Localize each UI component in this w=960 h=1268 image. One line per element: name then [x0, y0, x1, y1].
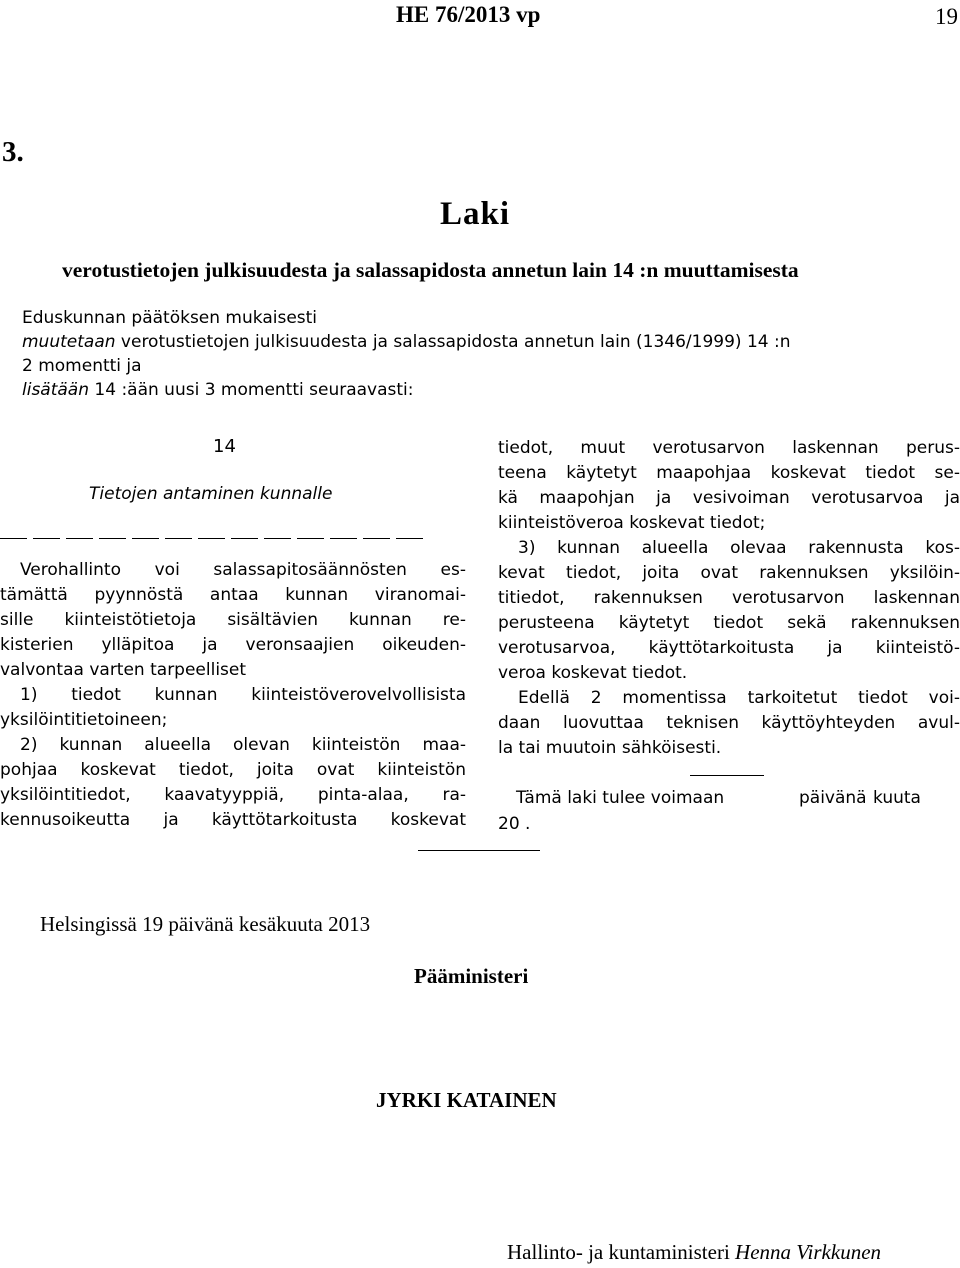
left-column-text — [0, 558, 466, 833]
left-line: kisterien ylläpitoa ja veronsaajien oikeuden- — [0, 635, 466, 655]
right-line: kevat tiedot, joita ovat rakennuksen yksilöin- — [498, 563, 960, 583]
preamble-line-1: Eduskunnan päätöksen mukaisesti — [22, 308, 318, 328]
effective-clause-part: Tämä laki tulee voimaan — [516, 788, 725, 808]
left-line: sille kiinteistötietoja sisältävien kunnan re- — [0, 610, 466, 630]
separator-rule — [690, 775, 764, 776]
right-line: la tai muutoin sähköisesti. — [498, 738, 722, 758]
proposal-section-number: 3. — [2, 136, 24, 168]
right-line: kiinteistöveroa koskevat tiedot; — [498, 513, 766, 533]
minister-title: Hallinto- ja kuntaministeri — [507, 1240, 730, 1264]
left-line: 2) kunnan alueella olevan kiinteistön maa- — [20, 735, 466, 755]
right-line: 3) kunnan alueella olevaa rakennusta kos- — [518, 538, 960, 558]
preamble-verb-add: lisätään — [22, 380, 89, 400]
right-line: Edellä 2 momentissa tarkoitetut tiedot voi- — [518, 688, 960, 708]
document-id: HE 76/2013 vp — [396, 2, 541, 27]
preamble-line-3: 2 momentti ja — [22, 356, 142, 376]
preamble-line-4 — [22, 378, 791, 402]
effective-clause-year: 20 . — [498, 814, 531, 834]
dash-separator — [0, 538, 470, 539]
preamble-verb-amend: muutetaan — [22, 332, 116, 352]
law-heading: Laki — [440, 196, 511, 232]
preamble-line-4-text: 14 :ään uusi 3 momentti seuraavasti: — [89, 380, 414, 400]
left-line: Verohallinto voi salassapitosäännösten es- — [20, 560, 466, 580]
page-number: 19 — [935, 4, 958, 29]
law-subtitle: verotustietojen julkisuudesta ja salassapidosta annetun lain 14 :n muuttamisesta — [62, 258, 799, 282]
effective-clause-part: päivänä — [799, 788, 867, 808]
effective-clause-part: kuuta — [873, 788, 921, 808]
right-line: kä maapohjan ja vesivoiman verotusarvoa ja — [498, 488, 960, 508]
minister-signature — [507, 1240, 881, 1265]
minister-name: Henna Virkkunen — [735, 1240, 882, 1264]
section-number: 14 — [213, 436, 236, 457]
right-line: perusteena käytetyt tiedot sekä rakennuksen — [498, 613, 960, 633]
end-of-law-rule — [418, 850, 540, 851]
right-line: teena käytetyt maapohjaa koskevat tiedot se- — [498, 463, 960, 483]
preamble-line-2 — [22, 330, 791, 354]
left-line: yksilöintitietoineen; — [0, 710, 168, 730]
left-line: 1) tiedot kunnan kiinteistöverovelvollisista — [20, 685, 466, 705]
prime-minister-name: JYRKI KATAINEN — [376, 1088, 557, 1112]
right-line: veroa koskevat tiedot. — [498, 663, 688, 683]
right-line: verotusarvoa, käyttötarkoitusta ja kiinteistö- — [498, 638, 960, 658]
right-line: titiedot, rakennuksen verotusarvon laskennan — [498, 588, 960, 608]
preamble — [22, 306, 791, 402]
left-line: pohjaa koskevat tiedot, joita ovat kiinteistön — [0, 760, 466, 780]
left-line: tämättä pyynnöstä antaa kunnan viranomai- — [0, 585, 466, 605]
section-title: Tietojen antaminen kunnalle — [89, 484, 333, 504]
section-mark — [213, 436, 236, 457]
right-line: daan luovuttaa teknisen käyttöyhteyden avul- — [498, 713, 960, 733]
right-column-text — [498, 436, 960, 761]
prime-minister-title: Pääministeri — [414, 964, 529, 988]
signature-place-date: Helsingissä 19 päivänä kesäkuuta 2013 — [40, 912, 371, 936]
left-line: kennusoikeutta ja käyttötarkoitusta koskevat — [0, 810, 466, 830]
preamble-line-2-text: verotustietojen julkisuudesta ja salassapidosta annetun lain (1346/1999) 14 :n — [115, 332, 791, 352]
left-line: valvontaa varten tarpeelliset — [0, 660, 247, 680]
left-line: yksilöintitiedot, kaavatyyppiä, pinta-alaa, ra- — [0, 785, 466, 805]
right-line: tiedot, muut verotusarvon laskennan perus- — [498, 438, 960, 458]
